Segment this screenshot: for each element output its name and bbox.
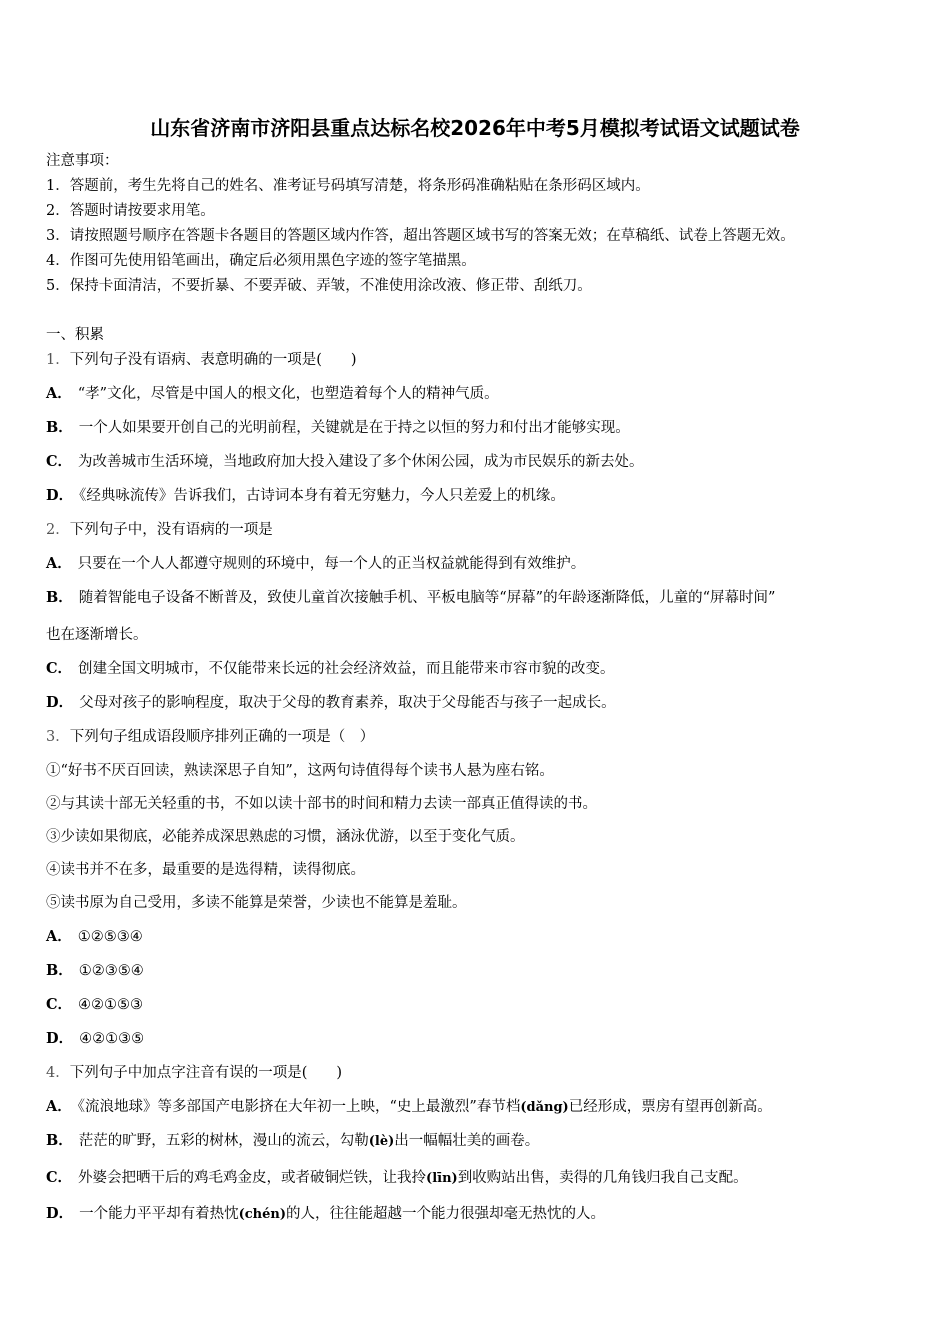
option-text: 《经典咏流传》告诉我们，古诗词本身有着无穷魅力，今人只差爱上的机缘。 — [79, 488, 565, 504]
question-1-stem — [46, 350, 357, 370]
dotted-char: 勒 — [354, 1133, 369, 1149]
notice-item: 1．答题前，考生先将自己的姓名、准考证号码填写清楚，将条形码准确粘贴在条形码区域内。 — [46, 178, 650, 194]
option-a — [46, 927, 143, 947]
option-a — [46, 1097, 772, 1118]
section-heading: 一、积累 — [46, 327, 104, 343]
option-text: “孝”文化，尽管是中国人的根文化，也塑造着每个人的精神气质。 — [77, 386, 499, 402]
notice-item: 5．保持卡面清洁，不要折暴、不要弄破、弄皱，不准使用涂改液、修正带、刮纸刀。 — [46, 278, 592, 294]
option-text-rest: 已经形成，票房有望再创新高。 — [568, 1099, 772, 1115]
sentence-item: ①“好书不厌百回读，熟读深思子自知”，这两句诗值得每个读书人悬为座右铭。 — [46, 763, 554, 779]
dotted-char: 拎 — [411, 1170, 427, 1186]
sentence-item: ②与其读十部无关轻重的书，不如以读十部书的时间和精力去读一部真正值得读的书。 — [46, 796, 597, 812]
page-title: 山东省济南市济阳县重点达标名校2026年中考5月模拟考试语文试题试卷 — [150, 116, 800, 140]
question-4-stem — [46, 1063, 342, 1083]
option-d — [46, 693, 616, 713]
option-text-rest: 的人，往往能超越一个能力很强却毫无热忱的人。 — [285, 1206, 605, 1222]
option-b — [46, 961, 144, 981]
option-d — [46, 1029, 144, 1049]
option-text-rest: 出一幅幅壮美的画卷。 — [394, 1133, 540, 1149]
option-label: B． — [46, 589, 73, 606]
option-label: B． — [46, 1132, 73, 1149]
question-number: 1． — [46, 352, 70, 368]
option-d — [46, 486, 565, 506]
option-label: C． — [46, 453, 73, 470]
dotted-char: 忱 — [224, 1206, 239, 1222]
option-label: A． — [46, 1098, 72, 1115]
option-c — [46, 1168, 748, 1189]
option-text: 随着智能电子设备不断普及，致使儿童首次接触手机、平板电脑等“屏幕”的年龄逐渐降低，儿童的“屏幕时间” — [78, 590, 776, 606]
question-number: 2． — [46, 522, 70, 538]
option-b-continued: 也在逐渐增长。 — [46, 627, 148, 643]
option-label: B． — [46, 962, 73, 979]
sentence-item: ④读书并不在多，最重要的是选得精，读得彻底。 — [46, 862, 365, 878]
option-c — [46, 452, 644, 472]
dotted-char: 档 — [505, 1099, 521, 1115]
option-label: A． — [46, 555, 72, 572]
option-text: 一个人如果要开创自己的光明前程，关键就是在于持之以恒的努力和付出才能够实现。 — [78, 420, 630, 436]
sentence-item: ⑤读书原为自己受用，多读不能算是荣誉，少读也不能算是羞耻。 — [46, 895, 467, 911]
question-text: 下列句子中加点字注音有误的一项是( ) — [69, 1065, 343, 1081]
option-a — [46, 384, 499, 404]
option-c — [46, 659, 615, 679]
option-text: ①②⑤③④ — [77, 929, 143, 945]
option-b — [46, 1131, 539, 1152]
option-text: 为改善城市生活环境，当地政府加大投入建设了多个休闲公园，成为市民娱乐的新去处。 — [78, 454, 644, 470]
question-text: 下列句子没有语病、表意明确的一项是( ) — [69, 352, 357, 368]
notice-item: 3．请按照题号顺序在答题卡各题目的答题区域内作答，超出答题区域书写的答案无效；在草稿纸、试卷上答题无效。 — [46, 228, 795, 244]
option-label: D． — [46, 487, 74, 504]
question-3-stem — [46, 727, 374, 747]
notice-heading: 注意事项： — [46, 153, 119, 169]
option-text: 外婆会把晒干后的鸡毛鸡金皮，或者破铜烂铁，让我 — [78, 1170, 412, 1186]
option-text: 创建全国文明城市，不仅能带来长远的社会经济效益，而且能带来市容市貌的改变。 — [78, 661, 615, 677]
option-label: A． — [46, 385, 72, 402]
sentence-item: ③少读如果彻底，必能养成深思熟虑的习惯，涵泳优游，以至于变化气质。 — [46, 829, 525, 845]
question-2-stem — [46, 520, 273, 540]
pinyin: (lè) — [368, 1134, 395, 1149]
option-label: D． — [46, 694, 74, 711]
option-text: ④②①③⑤ — [79, 1031, 145, 1047]
question-text: 下列句子中，没有语病的一项是 — [69, 522, 273, 538]
option-label: C． — [46, 1169, 73, 1186]
option-text: 《流浪地球》等多部国产电影挤在大年初一上映，“史上最激烈”春节 — [77, 1099, 506, 1115]
option-text: 只要在一个人人都遵守规则的环境中，每一个人的正当权益就能得到有效维护。 — [77, 556, 586, 572]
option-label: A． — [46, 928, 72, 945]
notice-item: 4．作图可先使用铅笔画出，确定后必须用黑色字迹的签字笔描黑。 — [46, 253, 476, 269]
option-d — [46, 1204, 605, 1225]
pinyin: (dǎng) — [520, 1100, 569, 1115]
option-c — [46, 995, 143, 1015]
question-number: 3． — [46, 729, 70, 745]
option-label: C． — [46, 660, 73, 677]
option-text: 父母对孩子的影响程度，取决于父母的教育素养，取决于父母能否与孩子一起成长。 — [79, 695, 616, 711]
notice-item: 2．答题时请按要求用笔。 — [46, 203, 215, 219]
option-b — [46, 588, 775, 608]
option-label: D． — [46, 1030, 74, 1047]
option-label: C． — [46, 996, 73, 1013]
option-b — [46, 418, 630, 438]
option-a — [46, 554, 585, 574]
pinyin: (līn) — [426, 1171, 458, 1186]
option-text: ①②③⑤④ — [78, 963, 144, 979]
pinyin: (chén) — [238, 1207, 286, 1222]
option-text-rest: 到收购站出售，卖得的几角钱归我自己支配。 — [457, 1170, 748, 1186]
question-number: 4． — [46, 1065, 70, 1081]
option-label: B． — [46, 419, 73, 436]
option-text: 一个能力平平却有着热 — [79, 1206, 225, 1222]
option-label: D． — [46, 1205, 74, 1222]
option-text: 茫茫的旷野，五彩的树林，漫山的流云，勾 — [78, 1133, 355, 1149]
option-text: ④②①⑤③ — [78, 997, 144, 1013]
question-text: 下列句子组成语段顺序排列正确的一项是（ ） — [69, 729, 375, 745]
